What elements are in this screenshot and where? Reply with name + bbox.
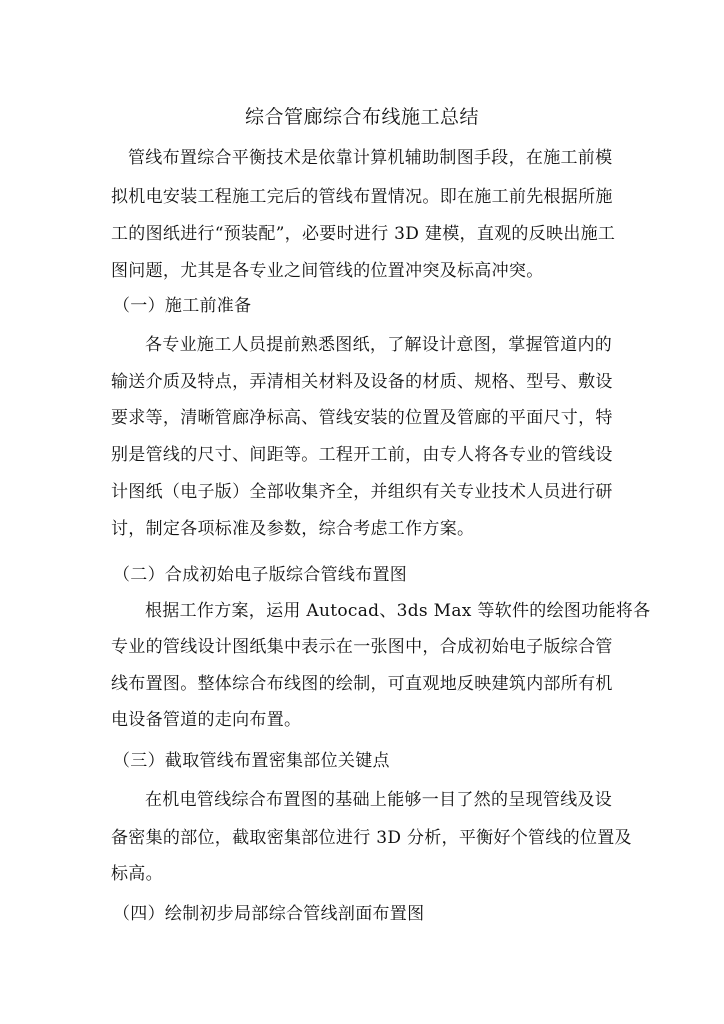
section-3-line-3: 标高。	[111, 864, 163, 884]
section-heading-2: （二）合成初始电子版综合管线布置图	[113, 565, 408, 585]
section-1-line-4: 别是管线的尺寸、间距等。工程开工前，由专人将各专业的管线设	[111, 445, 613, 465]
section-1-line-2: 输送介质及特点，弄清相关材料及设备的材质、规格、型号、敷设	[111, 372, 613, 392]
section-2-line-2: 专业的管线设计图纸集中表示在一张图中，合成初始电子版综合管	[111, 637, 613, 657]
section-3-line-1: 在机电管线综合布置图的基础上能够一目了然的呈现管线及设	[145, 790, 613, 810]
section-1-line-6: 讨，制定各项标准及参数，综合考虑工作方案。	[111, 519, 475, 539]
section-heading-4: （四）绘制初步局部综合管线剖面布置图	[113, 904, 425, 924]
document-title: 综合管廊综合布线施工总结	[244, 106, 479, 128]
intro-line-3: 工的图纸进行“预装配”，必要时进行 3D 建模，直观的反映出施工	[111, 224, 616, 244]
section-2-line-4: 电设备管道的走向布置。	[111, 710, 302, 730]
section-heading-1: （一）施工前准备	[113, 296, 252, 316]
section-1-line-3: 要求等，清晰管廊净标高、管线安装的位置及管廊的平面尺寸，特	[111, 408, 613, 428]
section-2-line-3: 线布置图。整体综合布线图的绘制，可直观地反映建筑内部所有机	[111, 674, 613, 694]
section-3-line-2: 备密集的部位，截取密集部位进行 3D 分析，平衡好个管线的位置及	[111, 828, 632, 848]
section-2-line-1: 根据工作方案，运用 Autocad、3ds Max 等软件的绘图功能将各	[145, 601, 651, 621]
section-1-line-1: 各专业施工人员提前熟悉图纸，了解设计意图，掌握管道内的	[145, 335, 613, 355]
section-heading-3: （三）截取管线布置密集部位关键点	[113, 751, 390, 771]
intro-line-4: 图问题，尤其是各专业之间管线的位置冲突及标高冲突。	[111, 261, 544, 281]
section-1-line-5: 计图纸（电子版）全部收集齐全，并组织有关专业技术人员进行研	[111, 482, 613, 502]
intro-line-1: 管线布置综合平衡技术是依靠计算机辅助制图手段，在施工前模	[128, 148, 613, 168]
intro-line-2: 拟机电安装工程施工完后的管线布置情况。即在施工前先根据所施	[111, 187, 613, 207]
